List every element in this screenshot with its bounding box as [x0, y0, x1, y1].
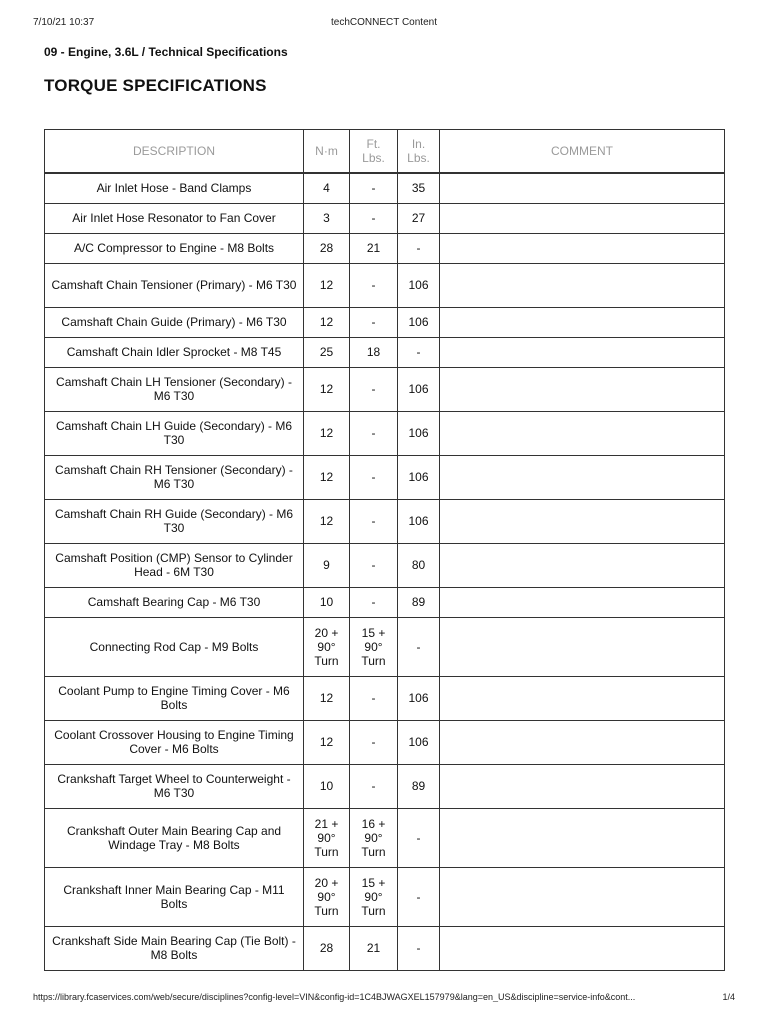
table-row	[45, 263, 725, 307]
cell-nm: 9	[304, 543, 350, 587]
cell-ft-lbs: -	[350, 367, 398, 411]
cell-ft-lbs: 21	[350, 233, 398, 263]
cell-in-lbs: -	[398, 233, 440, 263]
cell-nm: 12	[304, 367, 350, 411]
cell-nm: 12	[304, 720, 350, 764]
cell-comment	[440, 764, 725, 808]
cell-description: Camshaft Position (CMP) Sensor to Cylinder Head - 6M T30	[45, 543, 304, 587]
cell-nm: 12	[304, 455, 350, 499]
cell-description: Coolant Pump to Engine Timing Cover - M6 Bolts	[45, 676, 304, 720]
cell-ft-lbs: -	[350, 263, 398, 307]
print-date: 7/10/21 10:37	[33, 17, 95, 28]
cell-in-lbs: -	[398, 617, 440, 676]
cell-in-lbs: 106	[398, 307, 440, 337]
cell-description: Camshaft Chain RH Tensioner (Secondary) - M6 T30	[45, 455, 304, 499]
cell-description: Crankshaft Target Wheel to Counterweight - M6 T30	[45, 764, 304, 808]
cell-ft-lbs: -	[350, 173, 398, 203]
cell-description: Air Inlet Hose Resonator to Fan Cover	[45, 203, 304, 233]
cell-ft-lbs: 21	[350, 926, 398, 970]
cell-comment	[440, 617, 725, 676]
cell-in-lbs: 80	[398, 543, 440, 587]
cell-comment	[440, 337, 725, 367]
table-row	[45, 867, 725, 926]
table-row	[45, 455, 725, 499]
table-row	[45, 808, 725, 867]
table-body	[45, 173, 725, 970]
table-row	[45, 173, 725, 203]
header-comment: COMMENT	[440, 130, 725, 174]
page-url: https://library.fcaservices.com/web/secure/disciplines?config-level=VIN&config-id=1C4BJWAGXEL157979&lang=en_US&discipline=service-info&cont...	[33, 992, 636, 1002]
cell-comment	[440, 808, 725, 867]
cell-in-lbs: 89	[398, 587, 440, 617]
table-row	[45, 617, 725, 676]
cell-ft-lbs: -	[350, 764, 398, 808]
cell-description: Air Inlet Hose - Band Clamps	[45, 173, 304, 203]
cell-nm: 10	[304, 764, 350, 808]
cell-nm: 12	[304, 307, 350, 337]
table-row	[45, 720, 725, 764]
cell-nm: 25	[304, 337, 350, 367]
cell-comment	[440, 263, 725, 307]
cell-description: Camshaft Chain Idler Sprocket - M8 T45	[45, 337, 304, 367]
table-row	[45, 367, 725, 411]
cell-comment	[440, 307, 725, 337]
cell-comment	[440, 173, 725, 203]
cell-in-lbs: 106	[398, 455, 440, 499]
header-description: DESCRIPTION	[45, 130, 304, 174]
cell-comment	[440, 455, 725, 499]
page-number: 1/4	[722, 992, 735, 1002]
cell-ft-lbs: -	[350, 499, 398, 543]
table-row	[45, 307, 725, 337]
cell-description: Camshaft Bearing Cap - M6 T30	[45, 587, 304, 617]
breadcrumb: 09 - Engine, 3.6L / Technical Specifications	[44, 45, 288, 59]
print-header	[33, 17, 735, 31]
cell-ft-lbs: -	[350, 676, 398, 720]
cell-in-lbs: -	[398, 867, 440, 926]
table-row	[45, 676, 725, 720]
page-title: TORQUE SPECIFICATIONS	[44, 76, 267, 95]
cell-comment	[440, 676, 725, 720]
cell-description: Crankshaft Inner Main Bearing Cap - M11 Bolts	[45, 867, 304, 926]
cell-description: A/C Compressor to Engine - M8 Bolts	[45, 233, 304, 263]
cell-comment	[440, 587, 725, 617]
table-row	[45, 233, 725, 263]
cell-nm: 3	[304, 203, 350, 233]
cell-in-lbs: 106	[398, 263, 440, 307]
cell-in-lbs: -	[398, 337, 440, 367]
cell-ft-lbs: -	[350, 455, 398, 499]
cell-ft-lbs: -	[350, 411, 398, 455]
cell-nm: 28	[304, 233, 350, 263]
cell-comment	[440, 203, 725, 233]
cell-nm: 12	[304, 676, 350, 720]
cell-nm: 28	[304, 926, 350, 970]
cell-description: Camshaft Chain LH Guide (Secondary) - M6 T30	[45, 411, 304, 455]
cell-in-lbs: 27	[398, 203, 440, 233]
cell-ft-lbs: 15 + 90° Turn	[350, 867, 398, 926]
cell-comment	[440, 367, 725, 411]
cell-description: Connecting Rod Cap - M9 Bolts	[45, 617, 304, 676]
cell-comment	[440, 720, 725, 764]
cell-description: Camshaft Chain RH Guide (Secondary) - M6 T30	[45, 499, 304, 543]
table-header-row	[45, 130, 725, 174]
cell-description: Camshaft Chain LH Tensioner (Secondary) - M6 T30	[45, 367, 304, 411]
table-row	[45, 764, 725, 808]
cell-nm: 4	[304, 173, 350, 203]
cell-ft-lbs: 18	[350, 337, 398, 367]
cell-in-lbs: -	[398, 926, 440, 970]
cell-in-lbs: 106	[398, 411, 440, 455]
table-row	[45, 499, 725, 543]
cell-nm: 20 + 90° Turn	[304, 867, 350, 926]
cell-nm: 21 + 90° Turn	[304, 808, 350, 867]
cell-description: Camshaft Chain Tensioner (Primary) - M6 T30	[45, 263, 304, 307]
cell-comment	[440, 926, 725, 970]
cell-ft-lbs: -	[350, 587, 398, 617]
cell-in-lbs: 106	[398, 499, 440, 543]
cell-comment	[440, 543, 725, 587]
cell-in-lbs: -	[398, 808, 440, 867]
cell-nm: 12	[304, 263, 350, 307]
print-page-title: techCONNECT Content	[331, 17, 437, 28]
header-ft-lbs: Ft. Lbs.	[350, 130, 398, 174]
cell-description: Crankshaft Outer Main Bearing Cap and Windage Tray - M8 Bolts	[45, 808, 304, 867]
print-footer	[33, 992, 735, 1006]
cell-ft-lbs: -	[350, 543, 398, 587]
cell-ft-lbs: 16 + 90° Turn	[350, 808, 398, 867]
table-row	[45, 543, 725, 587]
cell-ft-lbs: -	[350, 720, 398, 764]
header-nm: N·m	[304, 130, 350, 174]
header-in-lbs: In. Lbs.	[398, 130, 440, 174]
table-row	[45, 926, 725, 970]
cell-in-lbs: 106	[398, 676, 440, 720]
cell-ft-lbs: -	[350, 307, 398, 337]
cell-comment	[440, 867, 725, 926]
cell-nm: 12	[304, 499, 350, 543]
table-row	[45, 587, 725, 617]
cell-in-lbs: 35	[398, 173, 440, 203]
cell-ft-lbs: 15 + 90° Turn	[350, 617, 398, 676]
table-row	[45, 337, 725, 367]
cell-description: Camshaft Chain Guide (Primary) - M6 T30	[45, 307, 304, 337]
cell-nm: 10	[304, 587, 350, 617]
cell-comment	[440, 411, 725, 455]
torque-specifications-table	[44, 129, 725, 971]
cell-nm: 12	[304, 411, 350, 455]
cell-in-lbs: 106	[398, 367, 440, 411]
cell-description: Crankshaft Side Main Bearing Cap (Tie Bolt) - M8 Bolts	[45, 926, 304, 970]
cell-in-lbs: 89	[398, 764, 440, 808]
table-row	[45, 203, 725, 233]
cell-comment	[440, 499, 725, 543]
table-row	[45, 411, 725, 455]
cell-ft-lbs: -	[350, 203, 398, 233]
cell-comment	[440, 233, 725, 263]
cell-in-lbs: 106	[398, 720, 440, 764]
cell-nm: 20 + 90° Turn	[304, 617, 350, 676]
cell-description: Coolant Crossover Housing to Engine Timing Cover - M6 Bolts	[45, 720, 304, 764]
